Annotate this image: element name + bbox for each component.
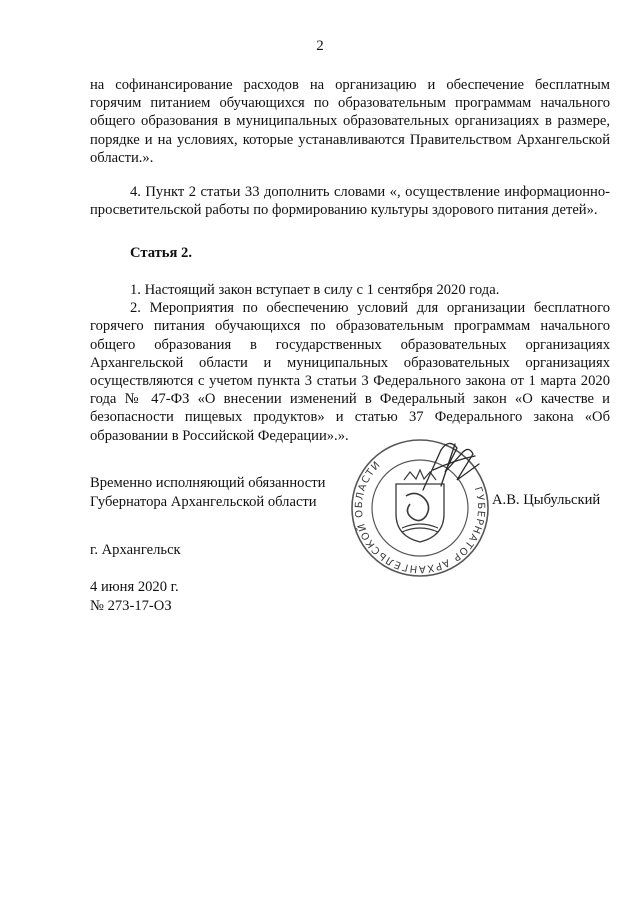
page-number: 2 <box>316 38 324 54</box>
signature-name: А.В. Цыбульский <box>492 492 601 508</box>
date-and-number <box>90 578 179 615</box>
document-date: 4 июня 2020 г. <box>90 579 179 595</box>
signature-position <box>90 474 325 511</box>
article-paragraph-2: 2. Мероприятия по обеспечению условий для организации бесплатного горячего питания обучающихся по образовательным программам начального общего образования в государственных образовательных организациях Архангельской области и муниципальных образовательных организациях осуществляются с учетом пункта 3 статьи 3 Федерального закона от 1 марта 2020 года № 47-ФЗ «О внесении изменений в Федеральный закон «О качестве и безопасности пищевых продуктов» и статью 37 Федерального закона «Об образовании в Российской Федерации».». <box>90 300 610 444</box>
paragraph-continuation-text: на софинансирование расходов на организацию и обеспечение бесплатным горячим питанием обучающихся по образовательным программам начального общего образования в муниципальных образовательных организациях в размере, порядке и на условиях, которые устанавливаются Правительством Архангельской области.». <box>90 77 610 166</box>
body-paragraph-continuation <box>90 76 610 167</box>
official-seal-with-signature <box>345 430 495 580</box>
article-heading: Статья 2. <box>130 245 192 261</box>
document-number: № 273-17-ОЗ <box>90 597 172 614</box>
seal-text: ГУБЕРНАТОР АРХАНГЕЛЬСКОЙ ОБЛАСТИ <box>353 459 487 575</box>
article-paragraph-1: 1. Настоящий закон вступает в силу с 1 сентября 2020 года. <box>130 282 500 298</box>
signature-position-line1: Временно исполняющий обязанности <box>90 475 326 491</box>
body-paragraph-4 <box>90 183 610 219</box>
city: г. Архангельск <box>90 542 181 558</box>
article-body <box>90 281 610 445</box>
paragraph-4-text: 4. Пункт 2 статьи 33 дополнить словами «, осуществление информационно-просветительской работы по формированию культуры здорового питания детей». <box>90 184 610 219</box>
signature-position-line2: Губернатора Архангельской области <box>90 493 317 510</box>
